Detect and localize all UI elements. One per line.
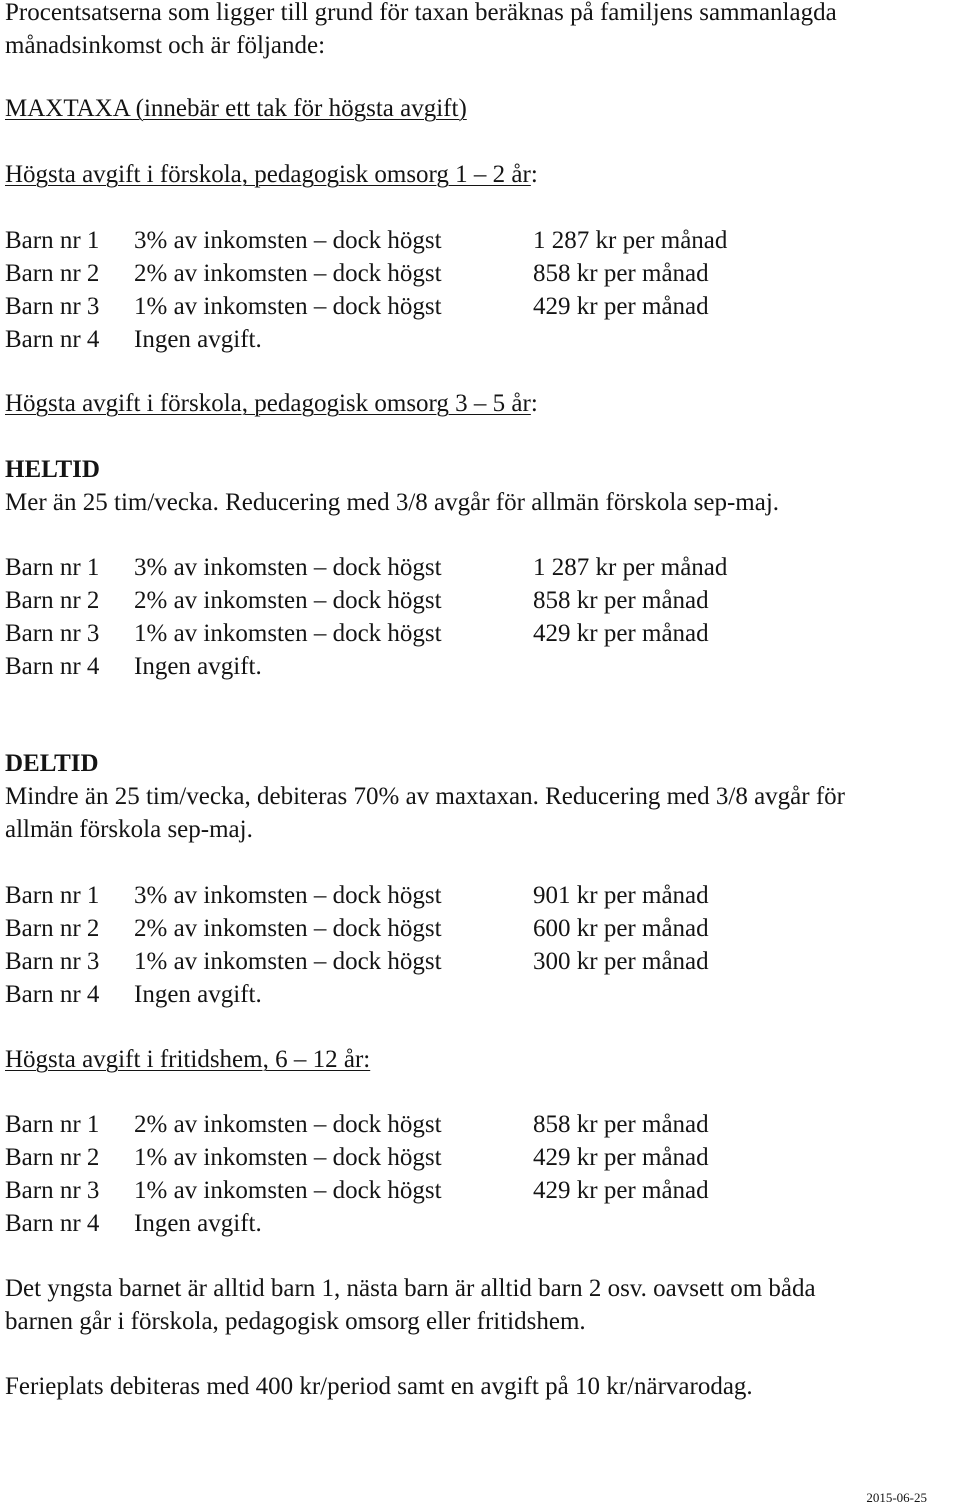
fee-rule: 3% av inkomsten – dock högst bbox=[134, 227, 442, 254]
child-number: Barn nr 1 bbox=[5, 554, 100, 581]
table-row bbox=[5, 323, 905, 356]
intro-paragraph bbox=[5, 0, 837, 62]
child-number: Barn nr 4 bbox=[5, 326, 100, 353]
fee-rule: 2% av inkomsten – dock högst bbox=[134, 587, 442, 614]
child-number: Barn nr 4 bbox=[5, 653, 100, 680]
child-number: Barn nr 2 bbox=[5, 587, 100, 614]
fee-max: 1 287 kr per månad bbox=[533, 554, 728, 581]
heltid-block bbox=[5, 453, 779, 519]
ferieplats-paragraph bbox=[5, 1370, 753, 1403]
section-3-5-heading bbox=[5, 387, 538, 420]
section-1-2-table bbox=[5, 224, 905, 356]
child-number: Barn nr 3 bbox=[5, 948, 100, 975]
fee-max: 858 kr per månad bbox=[533, 1111, 709, 1138]
fee-rule: Ingen avgift. bbox=[134, 1210, 262, 1237]
fee-rule: Ingen avgift. bbox=[134, 326, 262, 353]
fee-max: 300 kr per månad bbox=[533, 948, 709, 975]
fee-rule: 1% av inkomsten – dock högst bbox=[134, 1144, 442, 1171]
table-row bbox=[5, 551, 905, 584]
child-number: Barn nr 2 bbox=[5, 915, 100, 942]
fee-rule: 3% av inkomsten – dock högst bbox=[134, 882, 442, 909]
table-row bbox=[5, 224, 905, 257]
fee-rule: 3% av inkomsten – dock högst bbox=[134, 554, 442, 581]
intro-line-1: Procentsatserna som ligger till grund för taxan beräknas på familjens sammanlagda bbox=[5, 0, 837, 26]
fee-rule: Ingen avgift. bbox=[134, 653, 262, 680]
footer-date: 2015-06-25 bbox=[866, 1490, 927, 1505]
fee-max: 429 kr per månad bbox=[533, 1144, 709, 1171]
section-1-2-heading-block bbox=[5, 158, 538, 191]
fee-max: 1 287 kr per månad bbox=[533, 227, 728, 254]
fee-max: 429 kr per månad bbox=[533, 620, 709, 647]
maxtaxa-heading-block bbox=[5, 92, 467, 125]
deltid-table bbox=[5, 879, 905, 1011]
child-number: Barn nr 3 bbox=[5, 293, 100, 320]
fee-rule: 2% av inkomsten – dock högst bbox=[134, 260, 442, 287]
section-1-2-heading bbox=[5, 158, 538, 191]
table-row bbox=[5, 1174, 905, 1207]
table-row bbox=[5, 912, 905, 945]
table-row bbox=[5, 978, 905, 1011]
section-1-2-heading-text: Högsta avgift i förskola, pedagogisk omsorg 1 – 2 år bbox=[5, 161, 531, 188]
fee-max: 901 kr per månad bbox=[533, 882, 709, 909]
deltid-title: DELTID bbox=[5, 750, 99, 777]
intro-line-2: månadsinkomst och är följande: bbox=[5, 32, 326, 59]
fee-max: 858 kr per månad bbox=[533, 587, 709, 614]
fee-rule: 1% av inkomsten – dock högst bbox=[134, 293, 442, 320]
fee-max: 858 kr per månad bbox=[533, 260, 709, 287]
child-number: Barn nr 2 bbox=[5, 260, 100, 287]
heltid-description: Mer än 25 tim/vecka. Reducering med 3/8 avgår för allmän förskola sep-maj. bbox=[5, 489, 780, 516]
fee-rule: 2% av inkomsten – dock högst bbox=[134, 915, 442, 942]
note-line-1: Det yngsta barnet är alltid barn 1, nästa barn är alltid barn 2 osv. oavsett om båda bbox=[5, 1275, 816, 1302]
fee-rule: 2% av inkomsten – dock högst bbox=[134, 1111, 442, 1138]
fee-rule: 1% av inkomsten – dock högst bbox=[134, 948, 442, 975]
note-paragraph bbox=[5, 1272, 816, 1338]
fritidshem-heading-block bbox=[5, 1043, 370, 1076]
table-row bbox=[5, 584, 905, 617]
ferieplats-text: Ferieplats debiteras med 400 kr/period samt en avgift på 10 kr/närvarodag. bbox=[5, 1373, 753, 1400]
table-row bbox=[5, 879, 905, 912]
child-number: Barn nr 4 bbox=[5, 1210, 100, 1237]
deltid-description-line-1: Mindre än 25 tim/vecka, debiteras 70% av maxtaxan. Reducering med 3/8 avgår för bbox=[5, 783, 845, 810]
fritidshem-table bbox=[5, 1108, 905, 1240]
fee-rule: 1% av inkomsten – dock högst bbox=[134, 1177, 442, 1204]
table-row bbox=[5, 257, 905, 290]
maxtaxa-heading: MAXTAXA (innebär ett tak för högsta avgift) bbox=[5, 95, 467, 122]
section-1-2-heading-colon: : bbox=[530, 161, 538, 188]
fritidshem-heading: Högsta avgift i fritidshem, 6 – 12 år: bbox=[5, 1046, 371, 1073]
fee-max: 429 kr per månad bbox=[533, 1177, 709, 1204]
fee-max: 600 kr per månad bbox=[533, 915, 709, 942]
table-row bbox=[5, 290, 905, 323]
heltid-table bbox=[5, 551, 905, 683]
child-number: Barn nr 4 bbox=[5, 981, 100, 1008]
deltid-description-line-2: allmän förskola sep-maj. bbox=[5, 816, 253, 843]
section-3-5-heading-block bbox=[5, 387, 538, 420]
child-number: Barn nr 3 bbox=[5, 620, 100, 647]
child-number: Barn nr 1 bbox=[5, 882, 100, 909]
section-3-5-heading-text: Högsta avgift i förskola, pedagogisk omsorg 3 – 5 år bbox=[5, 390, 531, 417]
section-3-5-heading-colon: : bbox=[530, 390, 538, 417]
fee-rule: 1% av inkomsten – dock högst bbox=[134, 620, 442, 647]
table-row bbox=[5, 945, 905, 978]
child-number: Barn nr 3 bbox=[5, 1177, 100, 1204]
fee-rule: Ingen avgift. bbox=[134, 981, 262, 1008]
table-row bbox=[5, 1108, 905, 1141]
child-number: Barn nr 2 bbox=[5, 1144, 100, 1171]
fee-max: 429 kr per månad bbox=[533, 293, 709, 320]
table-row bbox=[5, 1207, 905, 1240]
note-line-2: barnen går i förskola, pedagogisk omsorg eller fritidshem. bbox=[5, 1308, 586, 1335]
child-number: Barn nr 1 bbox=[5, 1111, 100, 1138]
table-row bbox=[5, 1141, 905, 1174]
heltid-title: HELTID bbox=[5, 456, 100, 483]
deltid-block bbox=[5, 747, 845, 846]
table-row bbox=[5, 650, 905, 683]
child-number: Barn nr 1 bbox=[5, 227, 100, 254]
table-row bbox=[5, 617, 905, 650]
